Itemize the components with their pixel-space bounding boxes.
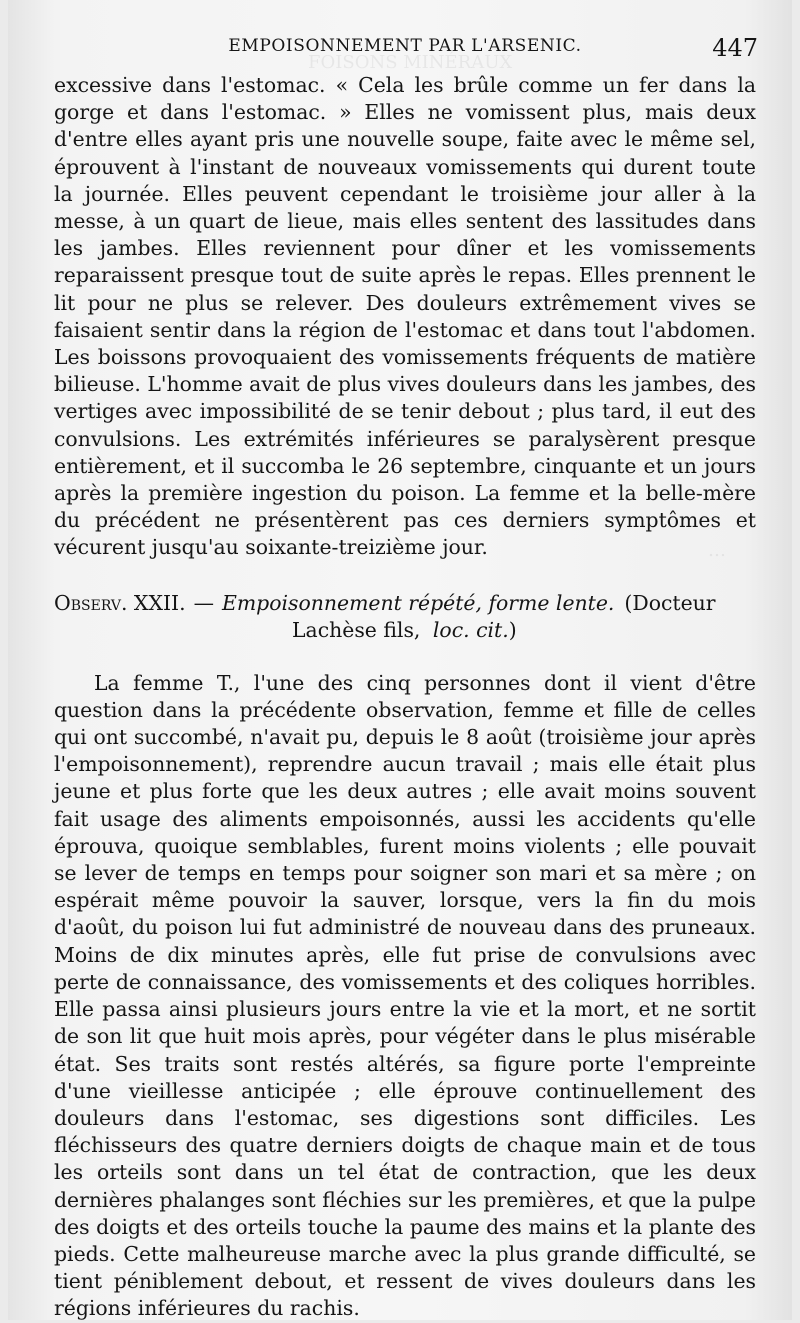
observation-heading bbox=[54, 590, 756, 644]
observation-source-ref: loc. cit. bbox=[432, 617, 509, 642]
book-page bbox=[8, 0, 792, 1320]
page-header bbox=[54, 28, 756, 68]
observation-source-prefix: (Docteur bbox=[624, 590, 716, 615]
show-through-text: FOISONS MINÉRAUX bbox=[308, 52, 513, 73]
observation-title: Empoisonnement répété, forme lente. bbox=[221, 590, 615, 615]
observation-number: Observ. XXII. bbox=[54, 590, 186, 615]
page-content bbox=[54, 28, 756, 1323]
observation-source-close: ) bbox=[508, 617, 517, 642]
observation-dash: — bbox=[193, 590, 214, 615]
page-number: 447 bbox=[712, 34, 758, 62]
running-head: EMPOISONNEMENT PAR L'ARSENIC. bbox=[228, 36, 582, 56]
observation-source-author: Lachèse fils, bbox=[292, 617, 421, 642]
paragraph-main: La femme T., l'une des cinq personnes dont il vient d'être question dans la précédente observation, femme et fille de celles qui ont succombé, n'avait pu, depuis le 8 août (troisième jour après l'empoisonnement), reprendre aucun travail ; mais elle était plus jeune et plus forte que les deux autres ; elle avait moins souvent fait usage des aliments empoisonnés, aussi les accidents qu'elle éprouva, quoique semblables, furent moins violents ; elle pouvait se lever de temps en temps pour soigner son mari et sa mère ; on espérait même pouvoir la sauver, lorsque, vers la fin du mois d'août, du poison lui fut administré de nouveau dans des pruneaux. Moins de dix minutes après, elle fut prise de convulsions avec perte de connaissance, des vomissements et des coliques horribles. Elle passa ainsi plusieurs jours entre la vie et la mort, et ne sortit de son lit que huit mois après, pour végéter dans le plus misérable état. Ses traits sont restés altérés, sa figure porte l'empreinte d'une vieillesse anticipée ; elle éprouve continuellement des douleurs dans l'estomac, ses digestions sont difficiles. Les fléchisseurs des quatre derniers doigts de chaque main et de tous les orteils sont dans un tel état de contraction, que les deux dernières phalanges sont fléchies sur les premières, et que la pulpe des doigts et des orteils touche la paume des mains et la plante des pieds. Cette malheureuse marche avec la plus grande difficulté, se tient péniblement debout, et ressent de vives douleurs dans les régions inférieures du rachis. bbox=[54, 670, 756, 1321]
show-through-text: … bbox=[708, 540, 726, 561]
paragraph-continued: excessive dans l'estomac. « Cela les brûle comme un fer dans la gorge et dans l'estomac. » Elles ne vomissent plus, mais deux d'entre elles ayant pris une nouvelle soupe, faite avec le même sel, éprouvent à l'instant de nouveaux vomissements qui durent toute la journée. Elles peuvent cependant le troisième jour aller à la messe, à un quart de lieue, mais elles sentent des lassitudes dans les jambes. Elles reviennent pour dîner et les vomissements reparaissent presque tout de suite après le repas. Elles prennent le lit pour ne plus se relever. Des douleurs extrêmement vives se faisaient sentir dans la région de l'estomac et dans tout l'abdomen. Les boissons provoquaient des vomissements fréquents de matière bilieuse. L'homme avait de plus vives douleurs dans les jambes, des vertiges avec impossibilité de se tenir debout ; plus tard, il eut des convulsions. Les extrémités inférieures se paralysèrent presque entièrement, et il succomba le 26 septembre, cinquante et un jours après la première ingestion du poison. La femme et la belle-mère du précédent ne présentèrent pas ces derniers symptômes et vécurent jusqu'au soixante-treizième jour. bbox=[54, 73, 756, 560]
